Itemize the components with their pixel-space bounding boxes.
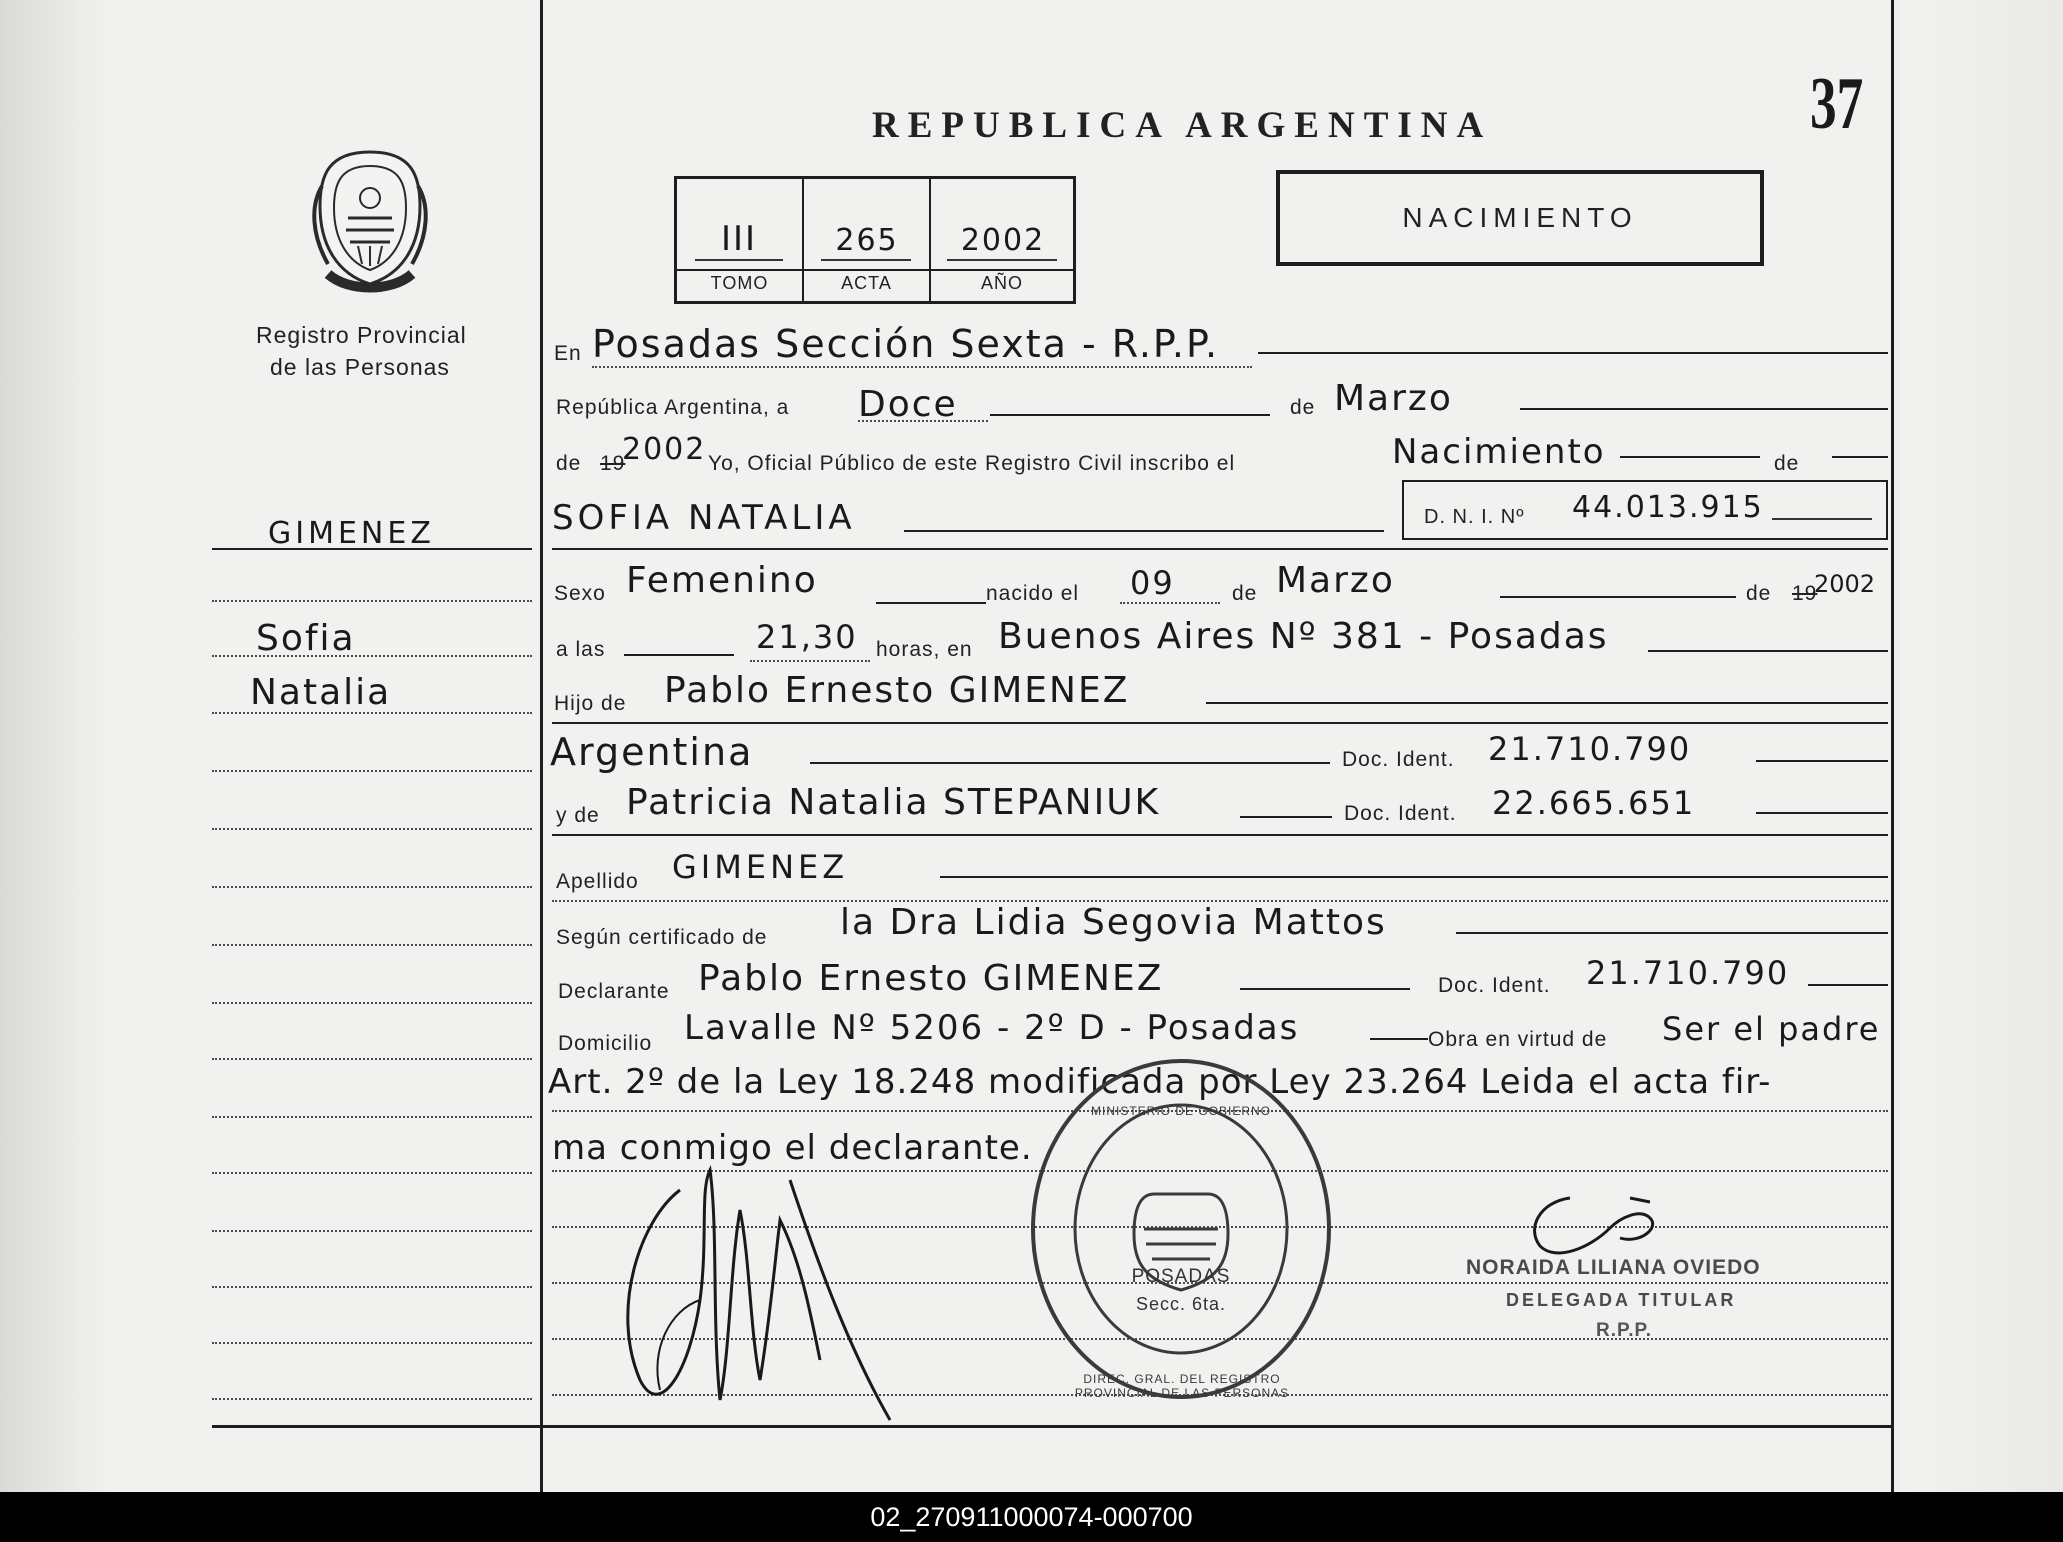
label-segun: Según certificado de — [556, 926, 768, 949]
left-column-border — [540, 0, 543, 1492]
record-type-label: NACIMIENTO — [1402, 202, 1638, 233]
label-de: de — [1290, 396, 1316, 419]
field-act-type: Nacimiento — [1392, 432, 1606, 472]
margin-given-name-1: Sofia — [256, 618, 356, 659]
label-declarante: Declarante — [558, 980, 670, 1003]
margin-line — [212, 600, 532, 602]
margin-given-name-2: Natalia — [250, 672, 392, 713]
field-certificate: la Dra Lidia Segovia Mattos — [840, 902, 1387, 943]
field-sex: Femenino — [626, 560, 818, 601]
registry-name-line1: Registro Provincial — [256, 322, 467, 348]
margin-line — [212, 828, 532, 830]
margin-line — [212, 770, 532, 772]
label-doc-declarant: Doc. Ident. — [1438, 974, 1551, 997]
registry-name-line2: de las Personas — [270, 354, 450, 380]
country-title: REPUBLICA ARGENTINA — [872, 105, 1493, 146]
margin-line — [212, 1286, 532, 1288]
line-fill — [1240, 988, 1410, 990]
officer-title: DELEGADA TITULAR — [1506, 1290, 1737, 1310]
line-fill — [1520, 408, 1888, 410]
line-fill — [810, 762, 1330, 764]
line-fill — [1206, 702, 1888, 704]
line-fill — [990, 414, 1270, 416]
officer-name: NORAIDA LILIANA OVIEDO — [1466, 1256, 1761, 1279]
field-declarant: Pablo Ernesto GIMENEZ — [698, 958, 1164, 999]
margin-surname: GIMENEZ — [268, 516, 435, 551]
margin-line — [212, 1058, 532, 1060]
tomo-label: TOMO — [710, 273, 769, 293]
anio-label: AÑO — [980, 273, 1023, 293]
line-fill — [1240, 816, 1332, 818]
field-birth-year: 2002 — [1814, 570, 1876, 598]
field-birth-time: 21,30 — [756, 618, 858, 656]
label-de-2: de — [1774, 452, 1800, 475]
declarant-signature — [600, 1150, 900, 1430]
page-number: 37 — [1810, 63, 1864, 145]
margin-line — [212, 1398, 532, 1400]
label-republica: República Argentina, a — [556, 396, 790, 419]
field-domicile: Lavalle Nº 5206 - 2º D - Posadas — [684, 1008, 1300, 1048]
tomo-value: III — [720, 219, 758, 259]
line-fill — [552, 722, 1888, 724]
field-dni: 44.013.915 — [1572, 490, 1764, 525]
record-type-box — [1276, 170, 1764, 266]
label-y-de: y de — [556, 804, 600, 827]
line-fill — [624, 654, 734, 656]
stamp-section: Secc. 6ta. — [1135, 1294, 1227, 1314]
stamp-ring-text: DIREC. GRAL. DEL REGISTRO PROVINCIAL DE LAS PERSONAS — [1074, 1372, 1290, 1400]
margin-line — [212, 1172, 532, 1174]
label-horas: horas, en — [876, 638, 973, 661]
line-fill — [940, 876, 1888, 878]
label-dni: D. N. I. Nº — [1424, 506, 1525, 528]
field-birth-month: Marzo — [1276, 560, 1395, 601]
field-place: Posadas Sección Sexta - R.P.P. — [592, 322, 1220, 366]
officer-org: R.P.P. — [1596, 1320, 1653, 1341]
label-domicilio: Domicilio — [558, 1032, 653, 1055]
label-a-las: a las — [556, 638, 606, 661]
line-fill — [1756, 812, 1888, 814]
stamp-inner-text: MINISTERIO DE GOBIERNO — [1090, 1104, 1271, 1118]
label-hijo-de: Hijo de — [554, 692, 627, 715]
birth-year-printed-prefix: 19 — [1792, 582, 1818, 605]
field-month-text: Marzo — [1334, 378, 1453, 419]
field-child-name: SOFIA NATALIA — [552, 498, 856, 538]
acta-label: ACTA — [841, 273, 892, 293]
margin-line — [212, 886, 532, 888]
field-father: Pablo Ernesto GIMENEZ — [664, 670, 1130, 711]
label-oficial: Yo, Oficial Público de este Registro Civil inscribo el — [708, 452, 1236, 475]
official-round-stamp — [1026, 1054, 1336, 1404]
dotted-fill — [750, 660, 870, 662]
line-fill — [1258, 352, 1888, 354]
margin-line — [212, 1342, 532, 1344]
line-fill — [1500, 596, 1736, 598]
field-surname: GIMENEZ — [672, 848, 849, 886]
province-seal — [308, 146, 432, 296]
acta-value: 265 — [835, 223, 899, 258]
label-de-birth-year: de — [1746, 582, 1772, 605]
margin-line — [212, 1002, 532, 1004]
field-legal-note-line2: ma conmigo el declarante. — [552, 1128, 1033, 1168]
volume-box — [674, 176, 1076, 304]
label-obra: Obra en virtud de — [1428, 1028, 1608, 1051]
dotted-fill — [592, 366, 1252, 368]
label-doc-father: Doc. Ident. — [1342, 748, 1455, 771]
right-page-border — [1891, 0, 1894, 1492]
line-fill — [552, 548, 1888, 550]
year-printed-prefix: 19 — [600, 452, 626, 475]
label-doc-mother: Doc. Ident. — [1344, 802, 1457, 825]
label-apellido: Apellido — [556, 870, 639, 893]
label-de-birth: de — [1232, 582, 1258, 605]
field-birth-place: Buenos Aires Nº 381 - Posadas — [998, 616, 1609, 657]
field-declarant-doc: 21.710.790 — [1586, 954, 1790, 992]
field-father-doc: 21.710.790 — [1488, 730, 1692, 768]
line-fill — [904, 530, 1384, 532]
field-day-text: Doce — [858, 384, 958, 425]
label-en: En — [554, 342, 582, 365]
dotted-fill — [1120, 602, 1220, 604]
line-fill — [1648, 650, 1888, 652]
field-year: 2002 — [622, 432, 707, 467]
dni-box — [1402, 480, 1888, 540]
field-virtue: Ser el padre — [1662, 1010, 1881, 1048]
margin-line — [212, 944, 532, 946]
anio-value: 2002 — [960, 223, 1046, 258]
line-fill — [1370, 1038, 1428, 1040]
label-de-year: de — [556, 452, 582, 475]
stamp-city: POSADAS — [1131, 1266, 1231, 1287]
dotted-fill — [858, 420, 988, 422]
label-nacido: nacido el — [986, 582, 1080, 605]
margin-line — [212, 1230, 532, 1232]
line-fill — [1456, 932, 1888, 934]
bottom-rule — [212, 1425, 1892, 1428]
field-mother-doc: 22.665.651 — [1492, 784, 1696, 822]
label-sexo: Sexo — [554, 582, 606, 605]
field-legal-note-line1: Art. 2º de la Ley 18.248 modificada por Ley 23.264 Leida el acta fir- — [548, 1062, 1772, 1102]
margin-line — [212, 1116, 532, 1118]
line-fill — [1620, 456, 1760, 458]
line-fill — [1808, 984, 1888, 986]
field-father-nationality: Argentina — [550, 730, 754, 774]
line-fill — [1832, 456, 1888, 458]
line-fill — [1756, 760, 1888, 762]
line-fill — [552, 834, 1888, 836]
line-fill — [876, 602, 986, 604]
field-birth-day: 09 — [1130, 564, 1175, 602]
field-mother: Patricia Natalia STEPANIUK — [626, 782, 1161, 823]
footer-image-code: 02_270911000074-000700 — [0, 1492, 2063, 1542]
